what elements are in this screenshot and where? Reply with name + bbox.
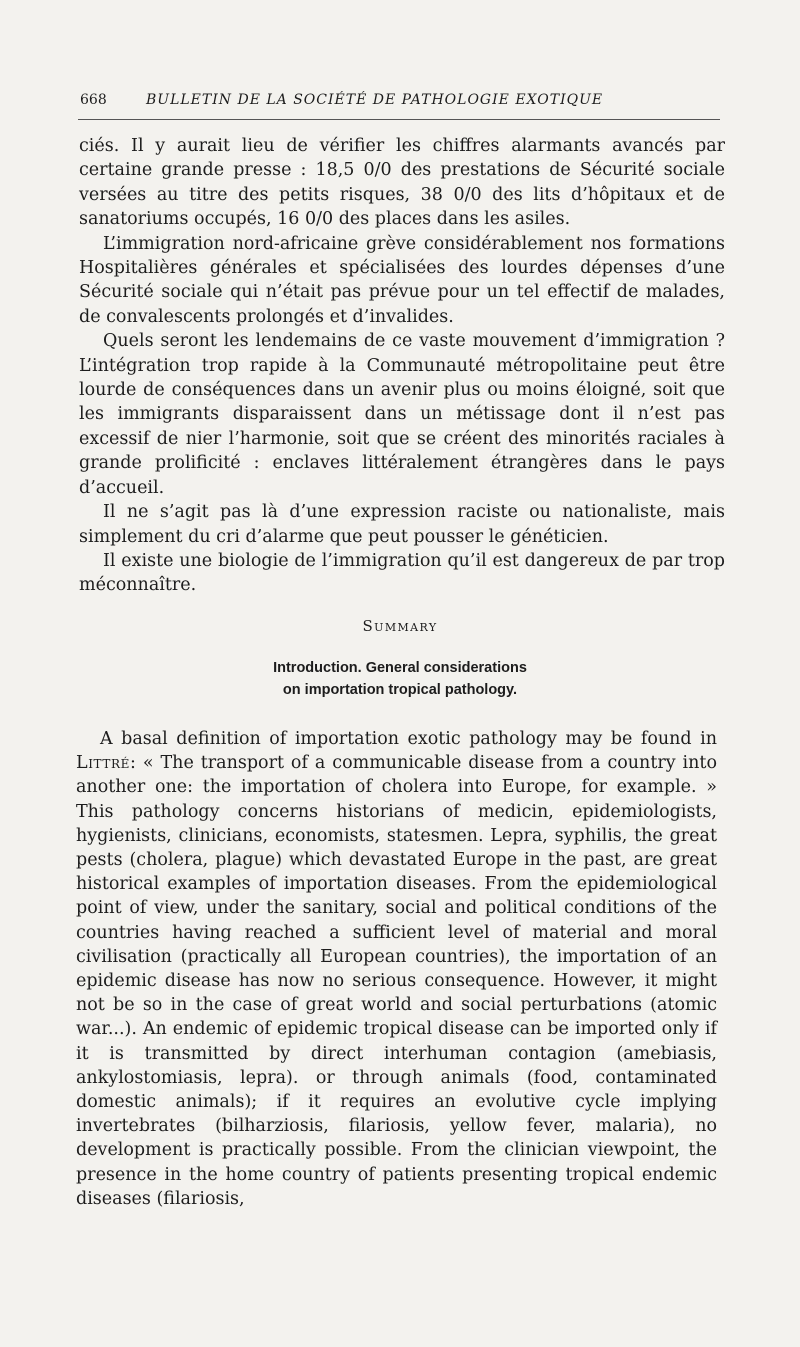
- summary-text-segment: : « The transport of a communicable disease from a country into another one: the importation of cholera into Europe, for example. » This pathology concerns historians of medicin, epidemiologists, hygienists, clinicians, economists, statesmen. Lepra, syphilis, the great pests (cholera, plague) which devastated Europe in the past, are great historical examples of importation diseases. From the epidemiological point of view, under the sanitary, social and political conditions of the countries having reached a sufficient level of material and moral civilisation (practically all European countries), the importation of an epidemic disease has now no serious consequence. However, it might not be so in the case of great world and social perturbations (atomic war...). An endemic of epidemic tropical disease can be imported only if it is transmitted by direct interhuman contagion (amebiasis, ankylostomiasis, lepra). or through animals (food, contaminated domestic animals); if it requires an evolutive cycle implying invertebrates (bilharziosis, filariosis, yellow fever, malaria), no development is practically possible. From the clinician viewpoint, the presence in the home country of patients presenting tropical endemic diseases (filariosis,: [76, 753, 717, 1209]
- header-rule: [78, 119, 720, 120]
- summary-text-segment: A basal definition of importation exotic pathology may be found in: [100, 729, 717, 749]
- journal-title: BULLETIN DE LA SOCIÉTÉ DE PATHOLOGIE EXOTIQUE: [146, 92, 604, 108]
- paragraph: Quels seront les lendemains de ce vaste mouvement d’immigration ? L’intégration trop rapide à la Communauté métropolitaine peut être lourde de conséquences dans un avenir plus ou moins éloigné, soit que les immigrants disparaissent dans un métissage dont il n’est pas excessif de nier l’harmonie, soit que se créent des minorités raciales à grande prolificité : enclaves littéralement étrangères dans le pays d’accueil.: [79, 331, 725, 498]
- section-heading-line: on importation tropical pathology.: [282, 682, 518, 698]
- paragraph: Il existe une biologie de l’immigration qu’il est dangereux de par trop méconnaître.: [79, 550, 725, 596]
- section-heading-line: Introduction. General considerations: [273, 660, 527, 676]
- paragraph: Il ne s’agit pas là d’une expression raciste ou nationaliste, mais simplement du cri d’alarme que peut pousser le généticien.: [79, 502, 725, 547]
- running-header: [80, 92, 720, 114]
- summary-heading: Summary: [362, 617, 438, 635]
- source-reference: Littré: [76, 753, 130, 774]
- section-heading: [0, 657, 800, 701]
- summary-paragraph: [76, 727, 717, 1211]
- paragraph: ciés. Il y aurait lieu de vérifier les chiffres alarmants avancés par certaine grande presse : 18,5 0/0 des prestations de Sécurité sociale versées au titre des petits risques, 38 0/0 des lits d’hôpitaux et de sanatoriums occupés, 16 0/0 des places dans les asiles.: [79, 136, 725, 230]
- summary-text: [76, 727, 717, 1211]
- paragraph: L’immigration nord-africaine grève considérablement nos formations Hospitalières générales et spécialisées des lourdes dépenses d’une Sécurité sociale qui n’était pas prévue pour un tel effectif de malades, de convalescents prolongés et d’invalides.: [79, 233, 725, 327]
- page-number: 668: [80, 92, 107, 108]
- main-text: [79, 134, 725, 598]
